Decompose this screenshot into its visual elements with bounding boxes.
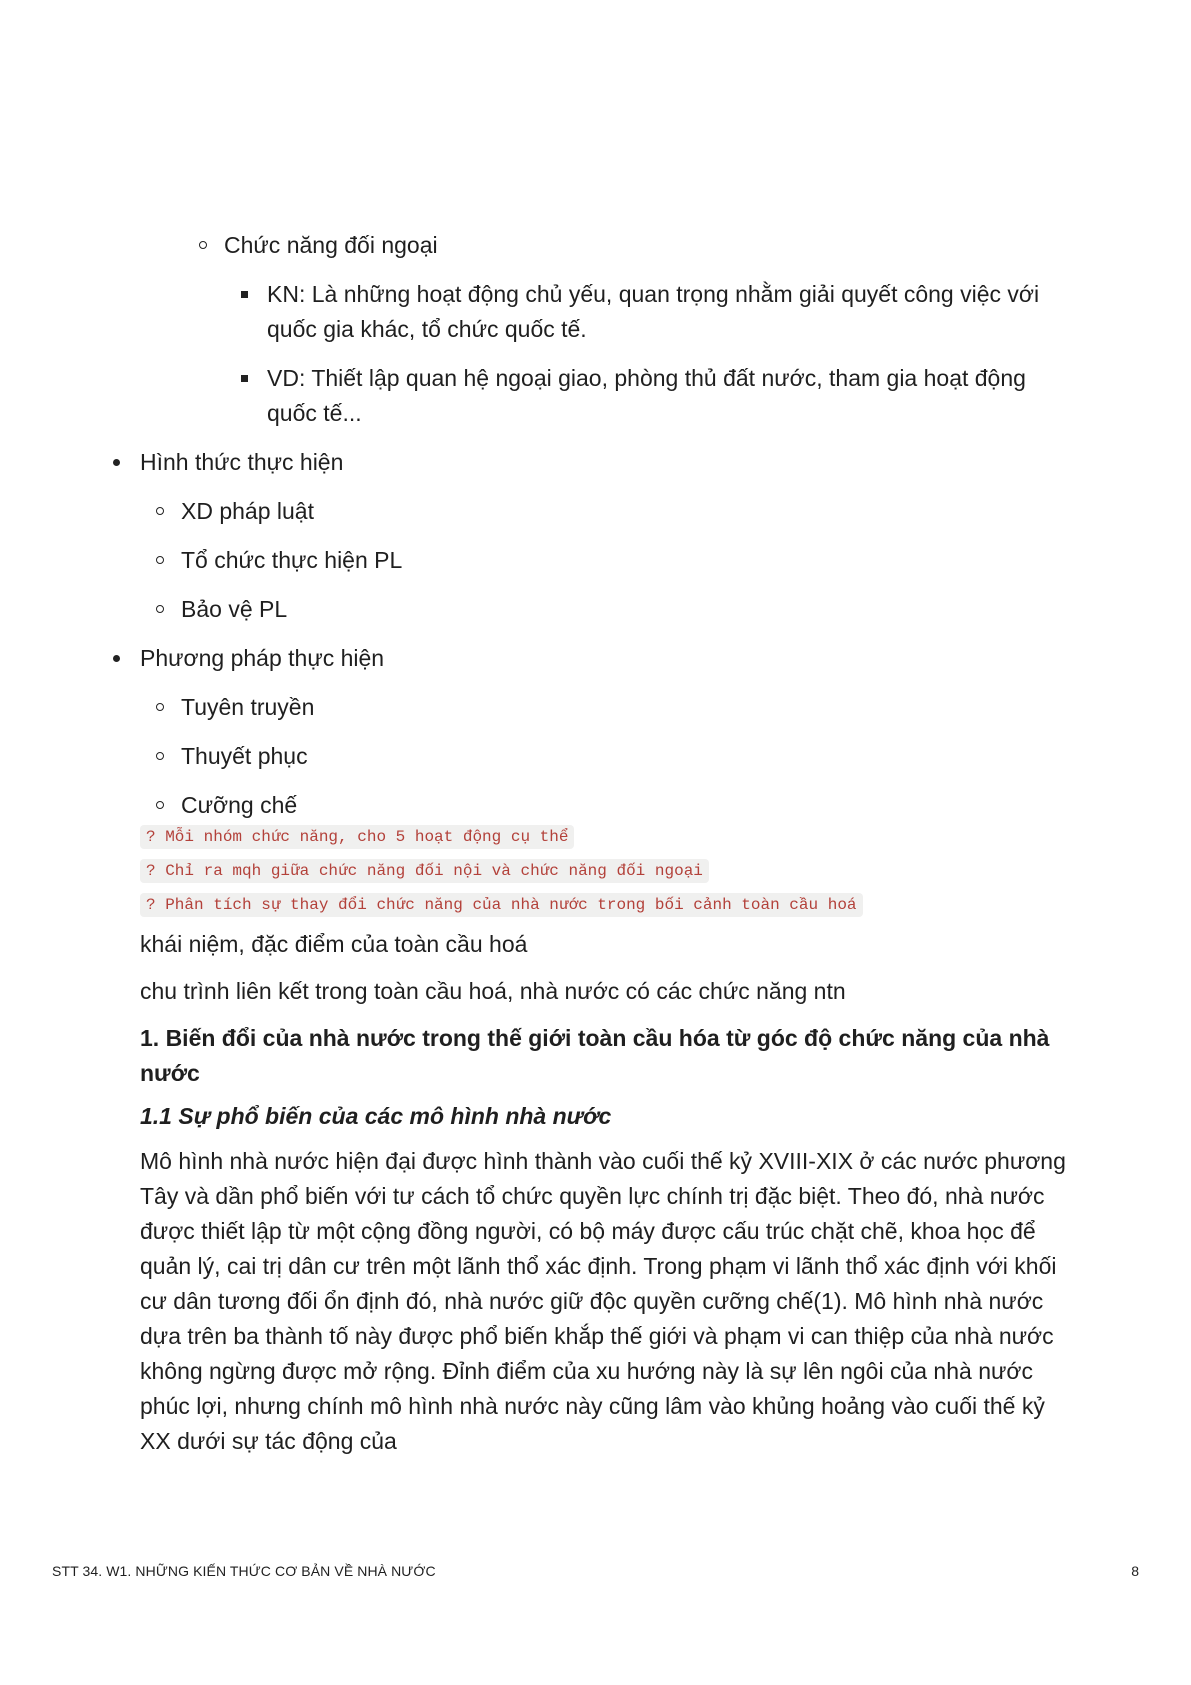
hollow-bullet-icon xyxy=(156,752,164,760)
body-paragraph: Mô hình nhà nước hiện đại được hình thành vào cuối thế kỷ XVIII-XIX ở các nước phương Tây và dần phổ biến với tư cách tổ chức quyền lực chính trị đặc biệt. Theo đó, nhà nước được thiết lập từ một cộng đồng người, có bộ máy được cấu trúc chặt chẽ, khoa học để quản lý, cai trị dân cư trên một lãnh thổ xác định. Trong phạm vi lãnh thổ xác định với khối cư dân tương đối ổn định đó, nhà nước giữ độc quyền cưỡng chế(1). Mô hình nhà nước dựa trên ba thành tố này được phổ biến khắp thế giới và phạm vi can thiệp của nhà nước không ngừng được mở rộng. Đỉnh điểm của xu hướng này là sự lên ngôi của nhà nước phúc lợi, nhưng chính mô hình nhà nước này cũng lâm vào khủng hoảng vào cuối thế kỷ XX dưới sự tác động của xyxy=(140,1148,1066,1454)
hollow-bullet-icon xyxy=(156,703,164,711)
list-item-label: Hình thức thực hiện xyxy=(140,449,344,475)
page-number: 8 xyxy=(1131,1563,1139,1579)
list-item-label: Tổ chức thực hiện PL xyxy=(181,547,403,573)
hollow-bullet-icon xyxy=(199,241,207,249)
list-item xyxy=(140,543,1070,578)
list-item-label: Cưỡng chế xyxy=(181,792,298,818)
note-paragraph: khái niệm, đặc điểm của toàn cầu hoá xyxy=(140,931,528,957)
list-item xyxy=(224,361,1070,431)
footer-title: STT 34. W1. NHỮNG KIẾN THỨC CƠ BẢN VỀ NHÀ NƯỚC xyxy=(52,1563,436,1579)
hollow-bullet-icon xyxy=(156,605,164,613)
list-item-label: Chức năng đối ngoại xyxy=(224,232,438,258)
list-item xyxy=(140,592,1070,627)
hollow-bullet-icon xyxy=(156,801,164,809)
list-item xyxy=(183,228,1070,431)
bullet-icon xyxy=(113,655,120,662)
outline-continuation xyxy=(140,228,1070,431)
list-item-label: KN: Là những hoạt động chủ yếu, quan trọng nhằm giải quyết công việc với quốc gia khác, tổ chức quốc tế. xyxy=(267,281,1040,342)
question-line xyxy=(140,859,1070,883)
list-item-label: Thuyết phục xyxy=(181,743,308,769)
list-item xyxy=(140,494,1070,529)
sublist xyxy=(140,494,1070,627)
subsection-heading: 1.1 Sự phổ biến của các mô hình nhà nước xyxy=(140,1103,612,1129)
bullet-icon xyxy=(113,459,120,466)
question-block xyxy=(140,825,1070,917)
section-heading: 1. Biến đổi của nhà nước trong thế giới toàn cầu hóa từ góc độ chức năng của nhà nước xyxy=(140,1025,1050,1086)
question-line xyxy=(140,825,1070,849)
question-line xyxy=(140,893,1070,917)
list-item xyxy=(140,739,1070,774)
sublist xyxy=(140,690,1070,823)
list-item xyxy=(97,445,1070,627)
list-item xyxy=(224,277,1070,347)
list-item-label: XD pháp luật xyxy=(181,498,314,524)
list-item-label: Phương pháp thực hiện xyxy=(140,645,385,671)
list-item-label: Bảo vệ PL xyxy=(181,596,288,622)
square-bullet-icon xyxy=(241,291,248,298)
list-item xyxy=(140,788,1070,823)
hollow-bullet-icon xyxy=(156,507,164,515)
nested-sublist xyxy=(224,277,1070,431)
question-code: ? Chỉ ra mqh giữa chức năng đối nội và chức năng đối ngoại xyxy=(140,859,709,883)
note-paragraph: chu trình liên kết trong toàn cầu hoá, nhà nước có các chức năng ntn xyxy=(140,978,846,1004)
square-bullet-icon xyxy=(241,375,248,382)
question-code: ? Mỗi nhóm chức năng, cho 5 hoạt động cụ thể xyxy=(140,825,574,849)
page-content xyxy=(140,228,1070,1459)
continued-sublist xyxy=(183,228,1070,431)
question-code: ? Phân tích sự thay đổi chức năng của nhà nước trong bối cảnh toàn cầu hoá xyxy=(140,893,863,917)
hollow-bullet-icon xyxy=(156,556,164,564)
list-item-label: Tuyên truyền xyxy=(181,694,315,720)
list-item-label: VD: Thiết lập quan hệ ngoại giao, phòng thủ đất nước, tham gia hoạt động quốc tế... xyxy=(267,365,1026,426)
outline-list xyxy=(140,228,1070,823)
list-item xyxy=(97,641,1070,823)
list-item xyxy=(140,690,1070,725)
